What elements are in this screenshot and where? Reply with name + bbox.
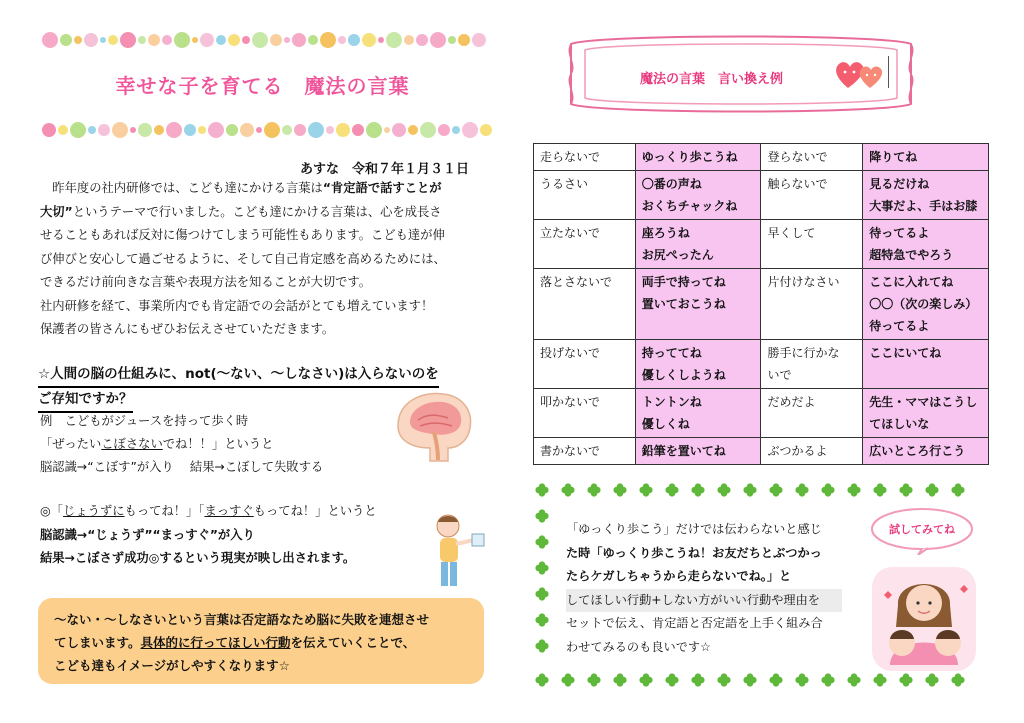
phrase-line: ぶつかるよ [767, 444, 828, 458]
example-result: 脳認識→“こぼす”が入り 結果→こぼして失敗する [40, 460, 324, 474]
clover-leaf [535, 509, 548, 522]
child-illustration [430, 510, 490, 595]
clover-leaf [587, 483, 600, 496]
callout-text: ～ない・～しなさいという言葉は否定語なため脳に失敗を連想させ [54, 612, 430, 627]
intro-paragraph [40, 177, 490, 342]
mother-children-illustration [868, 565, 980, 675]
example-text: 「ぜったい [40, 437, 102, 451]
table-row [534, 144, 989, 171]
positive-phrase-cell [635, 269, 761, 340]
clover-leaf [561, 483, 574, 496]
phrase-line: 大事だよ、手はお膝 [869, 199, 978, 213]
negative-phrase-cell [761, 269, 863, 340]
positive-phrase-cell [863, 144, 989, 171]
top-dot-banner [42, 32, 486, 48]
positive-phrase-cell [635, 144, 761, 171]
phrase-line: だめだよ [767, 395, 816, 409]
table-row [534, 171, 989, 220]
positive-phrase-cell [863, 340, 989, 389]
negative-phrase-cell [761, 220, 863, 269]
phrase-line: 持っててね [641, 346, 702, 360]
intro-emphasis: “肯定語で話すことが [322, 181, 442, 195]
clover-leaf [925, 483, 938, 496]
clover-leaf [821, 483, 834, 496]
negative-phrase-cell [761, 389, 863, 438]
phrase-line: いで [767, 368, 792, 382]
clover-leaf [535, 561, 548, 574]
clover-leaf [639, 483, 652, 496]
good-underline: じょうずに [63, 504, 125, 518]
phrase-line: 降りてね [869, 150, 918, 164]
phrase-line: 早くして [767, 226, 816, 240]
example-underline: こぼさない [101, 437, 163, 451]
table-row [534, 389, 989, 438]
clover-leaf [873, 673, 886, 686]
negative-phrase-cell [534, 220, 636, 269]
negative-phrase-cell [761, 171, 863, 220]
clover-leaf [873, 483, 886, 496]
heart-icon [834, 58, 886, 92]
positive-phrase-cell [635, 389, 761, 438]
clover-leaf [795, 673, 808, 686]
table-row [534, 438, 989, 465]
clover-leaf [613, 483, 626, 496]
good-underline: まっすぐ [204, 504, 254, 518]
positive-phrase-cell [635, 171, 761, 220]
tip-line: たらケガしちゃうから走らないでね。」と [566, 569, 792, 583]
intro-text: というテーマで行いました。こども達にかける言葉は、心を成長さ [72, 204, 442, 219]
title-dot-banner [42, 122, 492, 138]
author-date: あすな 令和７年１月３１日 [300, 162, 470, 177]
brain-heading-line: ご存知ですか？ [38, 388, 133, 413]
negative-phrase-cell [534, 340, 636, 389]
intro-text: 昨年度の社内研修では、こども達にかける言葉は [40, 181, 323, 195]
phrase-line: おくちチャックね [641, 199, 738, 213]
positive-phrase-cell [863, 220, 989, 269]
clover-leaf [769, 483, 782, 496]
phrase-line: ここにいてね [869, 346, 942, 360]
clover-leaf [717, 673, 730, 686]
intro-text: できるだけ前向きな言葉や表現方法を知ることが大切です。 [40, 275, 372, 289]
phrase-line: お尻ぺったん [641, 248, 714, 262]
clover-leaf [535, 535, 548, 548]
callout-text: を伝えていくことで、 [290, 635, 416, 650]
clover-leaf [847, 673, 860, 686]
try-label: 試してみてね [889, 523, 955, 536]
negative-phrase-cell [761, 340, 863, 389]
phrase-line: 座ろうね [641, 226, 690, 240]
negative-phrase-cell [534, 171, 636, 220]
phrase-line: 鉛筆を置いてね [641, 444, 726, 458]
phrase-line: 置いておこうね [641, 297, 726, 311]
phrase-line: 優しくしようね [641, 368, 726, 382]
positive-phrase-cell [863, 389, 989, 438]
negative-phrase-cell [761, 438, 863, 465]
phrase-line: 両手で持ってね [641, 275, 726, 289]
clover-leaf [639, 673, 652, 686]
negative-phrase-cell [534, 389, 636, 438]
clover-leaf [561, 673, 574, 686]
clover-leaf [535, 673, 548, 686]
ribbon-title: 魔法の言葉 言い換え例 [640, 72, 784, 87]
clover-leaf [899, 673, 912, 686]
positive-phrase-cell [635, 220, 761, 269]
tip-line: してほしい行動+しない方がいい行動や理由を [566, 589, 842, 613]
good-text: もってね！」「 [124, 504, 205, 518]
table-row [534, 269, 989, 340]
phrase-line: 叩かないで [540, 395, 601, 409]
intro-emphasis: 大切” [40, 204, 73, 219]
intro-text: 保護者の皆さんにもぜひお伝えさせていただきます。 [40, 322, 335, 336]
clover-leaf [535, 483, 548, 496]
clover-leaf [535, 639, 548, 652]
clover-leaf [743, 673, 756, 686]
positive-phrase-cell [863, 269, 989, 340]
tip-line: た時「ゆっくり歩こうね！お友だちとぶつかっ [566, 545, 822, 560]
intro-text: 社内研修を経て、事業所内でも肯定語での会話がとても増えています！ [40, 298, 434, 313]
clover-leaf [691, 673, 704, 686]
phrase-line: ここに入れてね [869, 275, 954, 289]
phrase-line: 投げないで [540, 346, 601, 360]
phrase-line: 待ってるよ [869, 226, 930, 240]
clover-leaf [665, 673, 678, 686]
phrase-line: 先生・ママはこうし [869, 395, 978, 409]
callout-text: こども達もイメージがしやすくなります☆ [54, 658, 290, 673]
tip-line: 「ゆっくり歩こう」だけでは伝わらないと感じ [566, 522, 822, 536]
example-text: 例 こどもがジュースを持って歩く時 [40, 414, 249, 428]
phrase-line: てほしいな [869, 417, 930, 431]
phrase-line: 走らないで [540, 150, 601, 164]
phrase-line: 書かないで [540, 444, 601, 458]
callout-underline: 具体的に行ってほしい行動 [140, 635, 291, 650]
phrase-line: 片付けなさい [767, 275, 840, 289]
clover-leaf [613, 673, 626, 686]
clover-leaf [951, 483, 964, 496]
clover-leaf [691, 483, 704, 496]
negative-phrase-cell [534, 269, 636, 340]
summary-callout [38, 598, 484, 684]
clover-leaf [535, 613, 548, 626]
positive-phrase-cell [863, 171, 989, 220]
phrase-line: 〇番の声ね [641, 177, 702, 191]
clover-leaf [847, 483, 860, 496]
phrase-line: 立たないで [540, 226, 601, 240]
phrase-line: 待ってるよ [869, 319, 930, 333]
positive-phrase-cell [863, 438, 989, 465]
tip-line: わせてみるのも良いです☆ [566, 639, 711, 654]
callout-text: てしまいます。 [54, 635, 141, 650]
example-text: でね！！」というと [162, 437, 274, 451]
good-result: 結果→こぼさず成功◎するという現実が映し出されます。 [40, 551, 356, 565]
phrase-line: 触らないで [767, 177, 828, 191]
clover-leaf [925, 673, 938, 686]
negative-phrase-cell [761, 144, 863, 171]
rephrase-table [533, 143, 989, 465]
phrase-line: うるさい [540, 177, 589, 191]
tip-line: セットで伝え、肯定語と否定語を上手く組み合 [566, 616, 823, 630]
good-text: ◎「 [40, 504, 64, 518]
good-text: もってね！」というと [253, 504, 377, 518]
good-recognition: 脳認識→“じょうず”“まっすぐ”が入り [40, 527, 255, 542]
clover-leaf [951, 673, 964, 686]
clover-leaf [743, 483, 756, 496]
phrase-line: 登らないで [767, 150, 828, 164]
positive-phrase-cell [635, 438, 761, 465]
rephrase-table-body [534, 144, 989, 465]
intro-text: び伸びと安心して過ごせるように、そして自己肯定感を高めるためには、 [40, 251, 446, 266]
phrase-line: 〇〇（次の楽しみ） [869, 297, 978, 311]
intro-text: せることもあれば反対に傷つけてしまう可能性もあります。こども達が伸 [40, 228, 445, 242]
page-title: 幸せな子を育てる 魔法の言葉 [115, 74, 410, 98]
phrase-line: 超特急でやろう [869, 248, 954, 262]
good-example [40, 500, 490, 571]
positive-phrase-cell [635, 340, 761, 389]
clover-leaf [665, 483, 678, 496]
clover-leaf [717, 483, 730, 496]
phrase-line: トントンね [641, 395, 702, 409]
tip-text [566, 518, 842, 659]
clover-leaf [535, 587, 548, 600]
ribbon-divider [888, 56, 889, 88]
negative-phrase-cell [534, 438, 636, 465]
brain-heading-line: ☆人間の脳の仕組みに、not(～ない、～しなさい)は入らないのを [38, 363, 439, 388]
clover-leaf [899, 483, 912, 496]
phrase-line: 見るだけね [869, 177, 930, 191]
clover-leaf [587, 673, 600, 686]
phrase-line: ゆっくり歩こうね [641, 150, 738, 164]
table-row [534, 220, 989, 269]
phrase-line: 落とさないで [540, 275, 613, 289]
clover-leaf [821, 673, 834, 686]
phrase-line: 広いところ行こう [869, 444, 966, 458]
phrase-line: 優しくね [641, 417, 690, 431]
phrase-line: 勝手に行かな [767, 346, 840, 360]
negative-phrase-cell [534, 144, 636, 171]
table-row [534, 340, 989, 389]
clover-leaf [795, 483, 808, 496]
brain-illustration [388, 386, 478, 466]
clover-leaf [769, 673, 782, 686]
